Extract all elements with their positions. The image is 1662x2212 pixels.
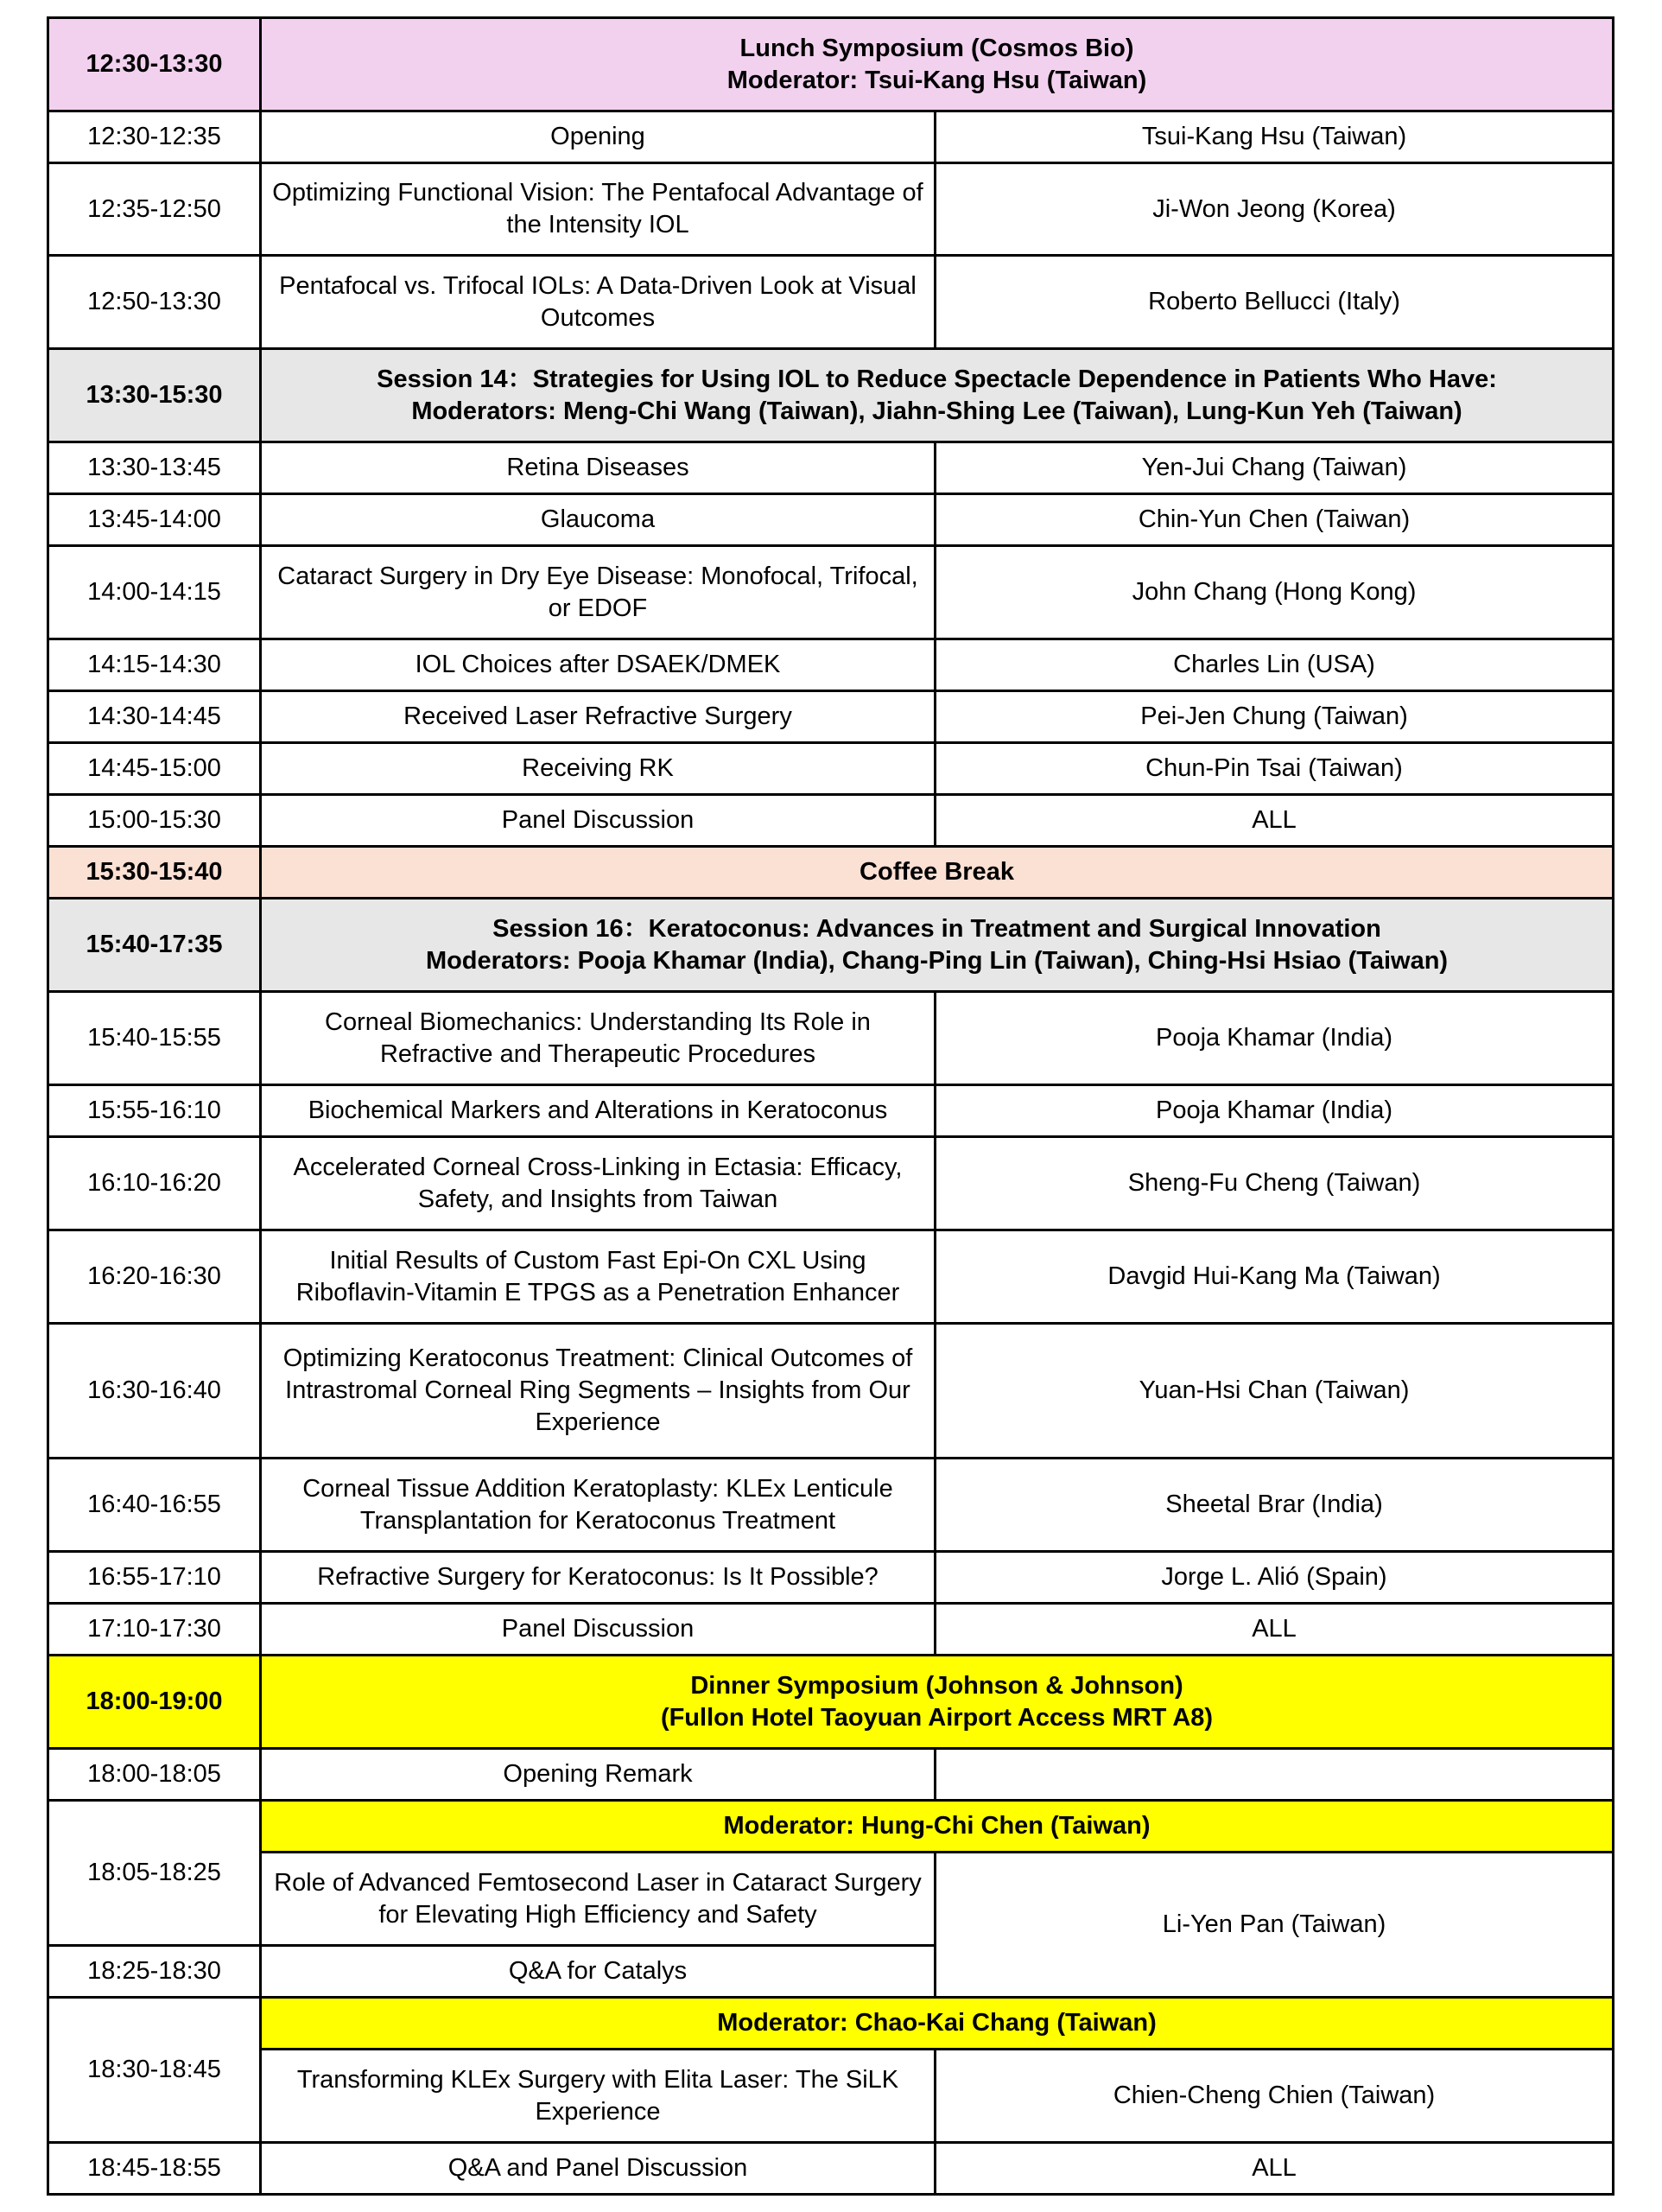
talk-topic: Opening Remark <box>261 1749 936 1801</box>
table-row <box>48 1853 1614 1946</box>
table-row <box>48 795 1614 847</box>
talk-speaker: Yen-Jui Chang (Taiwan) <box>936 442 1614 494</box>
session-time: 15:40-17:35 <box>48 899 261 992</box>
talk-time: 16:20-16:30 <box>48 1230 261 1324</box>
talk-topic: Refractive Surgery for Keratoconus: Is It Possible? <box>261 1552 936 1604</box>
talk-topic: Accelerated Corneal Cross-Linking in Ectasia: Efficacy, Safety, and Insights from Taiwan <box>261 1137 936 1230</box>
table-row <box>48 546 1614 639</box>
talk-time: 12:30-12:35 <box>48 111 261 163</box>
talk-time: 15:40-15:55 <box>48 992 261 1085</box>
talk-time: 18:00-18:05 <box>48 1749 261 1801</box>
talk-time: 13:45-14:00 <box>48 494 261 546</box>
talk-topic: IOL Choices after DSAEK/DMEK <box>261 639 936 691</box>
talk-time: 16:10-16:20 <box>48 1137 261 1230</box>
table-row <box>48 639 1614 691</box>
talk-topic: Retina Diseases <box>261 442 936 494</box>
dinner-symposium-header-row <box>48 1656 1614 1749</box>
talk-speaker: Davgid Hui-Kang Ma (Taiwan) <box>936 1230 1614 1324</box>
talk-time: 18:25-18:30 <box>48 1946 261 1998</box>
session-title-cell <box>261 349 1614 442</box>
talk-topic: Corneal Biomechanics: Understanding Its Role in Refractive and Therapeutic Procedures <box>261 992 936 1085</box>
session-time: 18:00-19:00 <box>48 1656 261 1749</box>
break-time: 15:30-15:40 <box>48 847 261 899</box>
session-venue: (Fullon Hotel Taoyuan Airport Access MRT A8) <box>660 1703 1214 1732</box>
talk-topic: Receiving RK <box>261 743 936 795</box>
talk-speaker: Li-Yen Pan (Taiwan) <box>936 1853 1614 1998</box>
session-moderator: Moderator: Tsui-Kang Hsu (Taiwan) <box>726 66 1147 94</box>
talk-topic: Role of Advanced Femtosecond Laser in Cataract Surgery for Elevating High Efficiency and Safety <box>261 1853 936 1946</box>
talk-speaker: John Chang (Hong Kong) <box>936 546 1614 639</box>
talk-time: 16:40-16:55 <box>48 1459 261 1552</box>
table-row <box>48 691 1614 743</box>
talk-speaker <box>936 1749 1614 1801</box>
talk-time: 14:00-14:15 <box>48 546 261 639</box>
talk-topic: Transforming KLEx Surgery with Elita Laser: The SiLK Experience <box>261 2050 936 2143</box>
talk-topic: Opening <box>261 111 936 163</box>
session-title: Dinner Symposium (Johnson & Johnson) <box>690 1671 1183 1700</box>
lunch-symposium-header-row <box>48 18 1614 111</box>
table-row <box>48 1749 1614 1801</box>
talk-topic: Glaucoma <box>261 494 936 546</box>
talk-time: 18:30-18:45 <box>48 1998 261 2143</box>
break-title: Coffee Break <box>261 847 1614 899</box>
talk-topic: Q&A for Catalys <box>261 1946 936 1998</box>
talk-topic: Pentafocal vs. Trifocal IOLs: A Data-Driven Look at Visual Outcomes <box>261 256 936 349</box>
talk-topic: Q&A and Panel Discussion <box>261 2143 936 2195</box>
talk-time: 14:30-14:45 <box>48 691 261 743</box>
talk-speaker: ALL <box>936 795 1614 847</box>
talk-topic: Corneal Tissue Addition Keratoplasty: KLEx Lenticule Transplantation for Keratoconus Treatment <box>261 1459 936 1552</box>
talk-speaker: Tsui-Kang Hsu (Taiwan) <box>936 111 1614 163</box>
session-moderator: Moderators: Pooja Khamar (India), Chang-Ping Lin (Taiwan), Ching-Hsi Hsiao (Taiwan) <box>425 946 1449 975</box>
block-moderator: Moderator: Hung-Chi Chen (Taiwan) <box>261 1801 1614 1853</box>
session-16-header-row <box>48 899 1614 992</box>
coffee-break-row <box>48 847 1614 899</box>
talk-time: 13:30-13:45 <box>48 442 261 494</box>
table-row <box>48 743 1614 795</box>
table-row <box>48 494 1614 546</box>
talk-time: 12:50-13:30 <box>48 256 261 349</box>
table-row <box>48 2050 1614 2143</box>
talk-speaker: ALL <box>936 2143 1614 2195</box>
talk-topic: Biochemical Markers and Alterations in Keratoconus <box>261 1085 936 1137</box>
talk-topic: Panel Discussion <box>261 1604 936 1656</box>
talk-topic: Optimizing Functional Vision: The Pentafocal Advantage of the Intensity IOL <box>261 163 936 256</box>
talk-time: 17:10-17:30 <box>48 1604 261 1656</box>
talk-time: 15:00-15:30 <box>48 795 261 847</box>
talk-speaker: Jorge L. Alió (Spain) <box>936 1552 1614 1604</box>
session-title-cell <box>261 899 1614 992</box>
session-title: Session 16：Keratoconus: Advances in Treatment and Surgical Innovation <box>492 914 1381 943</box>
table-row <box>48 1085 1614 1137</box>
table-row <box>48 2143 1614 2195</box>
session-time: 13:30-15:30 <box>48 349 261 442</box>
talk-speaker: Yuan-Hsi Chan (Taiwan) <box>936 1324 1614 1459</box>
talk-time: 16:30-16:40 <box>48 1324 261 1459</box>
table-row <box>48 1324 1614 1459</box>
table-row <box>48 1459 1614 1552</box>
table-row <box>48 992 1614 1085</box>
talk-speaker: Sheng-Fu Cheng (Taiwan) <box>936 1137 1614 1230</box>
table-row <box>48 1137 1614 1230</box>
talk-time: 18:05-18:25 <box>48 1801 261 1946</box>
session-title-cell <box>261 1656 1614 1749</box>
table-row <box>48 256 1614 349</box>
program-schedule-table <box>47 16 1614 2196</box>
table-row <box>48 1552 1614 1604</box>
talk-topic: Optimizing Keratoconus Treatment: Clinical Outcomes of Intrastromal Corneal Ring Segments – Insights from Our Experience <box>261 1324 936 1459</box>
table-row <box>48 442 1614 494</box>
talk-time: 12:35-12:50 <box>48 163 261 256</box>
talk-topic: Received Laser Refractive Surgery <box>261 691 936 743</box>
talk-speaker: Pooja Khamar (India) <box>936 992 1614 1085</box>
session-time: 12:30-13:30 <box>48 18 261 111</box>
table-row <box>48 1604 1614 1656</box>
talk-speaker: Chun-Pin Tsai (Taiwan) <box>936 743 1614 795</box>
session-title-cell <box>261 18 1614 111</box>
talk-speaker: Pei-Jen Chung (Taiwan) <box>936 691 1614 743</box>
session-title: Lunch Symposium (Cosmos Bio) <box>739 34 1134 62</box>
talk-speaker: Charles Lin (USA) <box>936 639 1614 691</box>
talk-time: 15:55-16:10 <box>48 1085 261 1137</box>
talk-speaker: Pooja Khamar (India) <box>936 1085 1614 1137</box>
table-row <box>48 1230 1614 1324</box>
talk-speaker: Chin-Yun Chen (Taiwan) <box>936 494 1614 546</box>
talk-topic: Initial Results of Custom Fast Epi-On CXL Using Riboflavin-Vitamin E TPGS as a Penetration Enhancer <box>261 1230 936 1324</box>
block-moderator: Moderator: Chao-Kai Chang (Taiwan) <box>261 1998 1614 2050</box>
moderator-row <box>48 1801 1614 1853</box>
talk-time: 14:15-14:30 <box>48 639 261 691</box>
session-moderator: Moderators: Meng-Chi Wang (Taiwan), Jiahn-Shing Lee (Taiwan), Lung-Kun Yeh (Taiwan) <box>411 397 1462 425</box>
moderator-row <box>48 1998 1614 2050</box>
talk-time: 16:55-17:10 <box>48 1552 261 1604</box>
talk-speaker: ALL <box>936 1604 1614 1656</box>
talk-speaker: Roberto Bellucci (Italy) <box>936 256 1614 349</box>
talk-topic: Cataract Surgery in Dry Eye Disease: Monofocal, Trifocal, or EDOF <box>261 546 936 639</box>
talk-speaker: Chien-Cheng Chien (Taiwan) <box>936 2050 1614 2143</box>
talk-time: 18:45-18:55 <box>48 2143 261 2195</box>
talk-speaker: Sheetal Brar (India) <box>936 1459 1614 1552</box>
session-title: Session 14：Strategies for Using IOL to Reduce Spectacle Dependence in Patients Who Have: <box>377 365 1497 393</box>
table-row <box>48 111 1614 163</box>
talk-topic: Panel Discussion <box>261 795 936 847</box>
talk-time: 14:45-15:00 <box>48 743 261 795</box>
talk-speaker: Ji-Won Jeong (Korea) <box>936 163 1614 256</box>
table-row <box>48 163 1614 256</box>
session-14-header-row <box>48 349 1614 442</box>
